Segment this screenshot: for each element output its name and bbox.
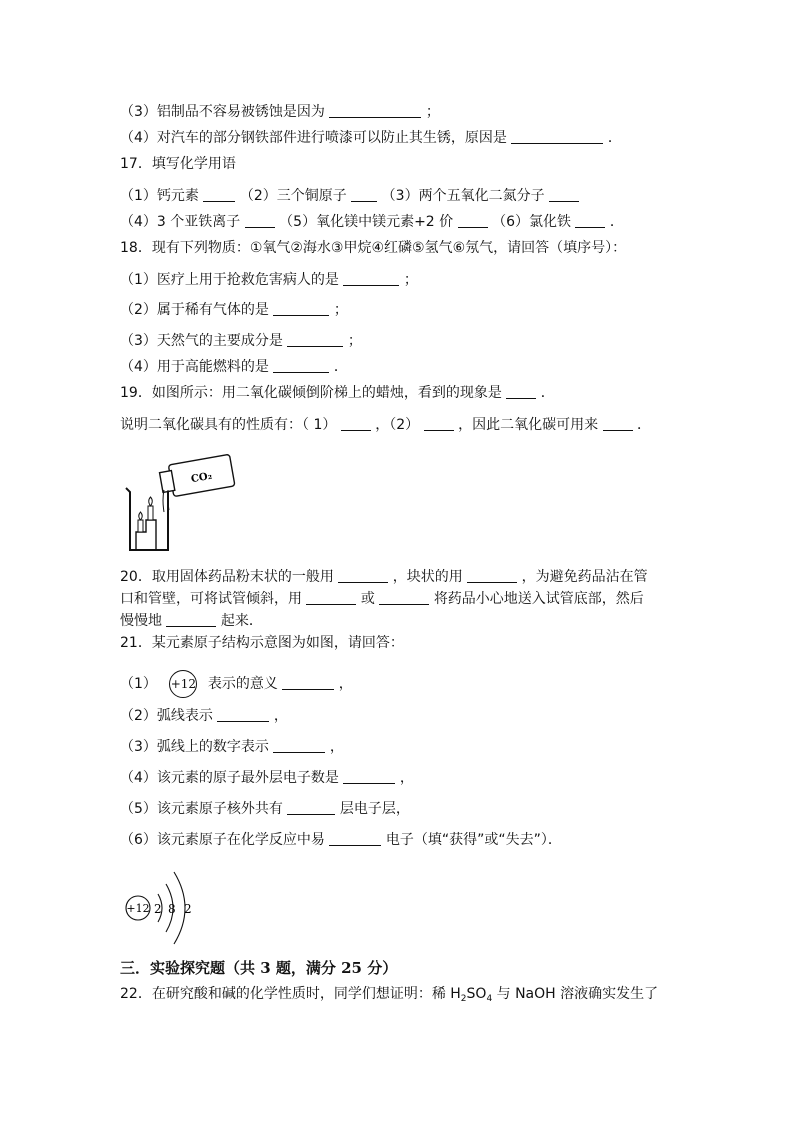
q22-sub-1: 2 bbox=[460, 994, 467, 1004]
q19-use-text: ，因此二氧化碳可用来 bbox=[458, 417, 599, 433]
q21-5-blank[interactable] bbox=[287, 800, 335, 815]
q16-3-punct: ； bbox=[425, 104, 440, 120]
q19-phenomenon-blank[interactable] bbox=[506, 384, 536, 399]
q17-3-blank[interactable] bbox=[549, 187, 579, 202]
q18-2-blank[interactable] bbox=[273, 301, 329, 316]
q17-3-text: （3）两个五氧化二氮分子 bbox=[381, 188, 545, 204]
q20-tilt-text: 口和管壁，可将试管倾斜，用 bbox=[120, 591, 302, 607]
q22-text-c: 与 NaOH 溶液确实发生了 bbox=[492, 986, 659, 1002]
q16-3-line bbox=[120, 102, 440, 122]
q18-4-text: （4）用于高能燃料的是 bbox=[120, 359, 269, 375]
q18-2-punct: ； bbox=[333, 302, 348, 318]
q17-line1 bbox=[120, 186, 579, 206]
q16-3-text: （3）铝制品不容易被锈蚀是因为 bbox=[120, 104, 325, 120]
q18-4-punct: ． bbox=[333, 359, 348, 375]
q22-text-b: SO bbox=[466, 986, 487, 1002]
shell-2-count: 8 bbox=[168, 902, 176, 916]
q19-title: 19．如图所示：用二氧化碳倾倒阶梯上的蜡烛，看到的现象是 bbox=[120, 385, 502, 401]
q20-avoid-text: ，为避免药品沾在管 bbox=[521, 569, 648, 585]
q18-3-text: （3）天然气的主要成分是 bbox=[120, 333, 283, 349]
q19-property2-text: ，（2） bbox=[375, 417, 420, 433]
q17-title: 17．填写化学用语 bbox=[120, 156, 236, 172]
co2-label: CO₂ bbox=[190, 470, 213, 486]
q17-4-text: （4）3 个亚铁离子 bbox=[120, 214, 241, 230]
q22-sub-2: 4 bbox=[486, 994, 493, 1004]
q18-4-line bbox=[120, 357, 348, 377]
q18-2-text: （2）属于稀有气体的是 bbox=[120, 302, 269, 318]
atom-structure-diagram bbox=[118, 862, 208, 952]
q21-1-num: （1） bbox=[120, 676, 157, 692]
q20-or-text: 或 bbox=[360, 591, 375, 607]
q21-3-punct: ， bbox=[329, 739, 344, 755]
q21-5-text: （5）该元素原子核外共有 bbox=[120, 801, 283, 817]
q21-4-punct: ， bbox=[399, 770, 414, 786]
q20-line1 bbox=[120, 567, 648, 587]
q17-6-text: （6）氯化铁 bbox=[492, 214, 571, 230]
q18-3-blank[interactable] bbox=[287, 332, 343, 347]
q16-4-blank[interactable] bbox=[511, 129, 603, 144]
q21-4-text: （4）该元素的原子最外层电子数是 bbox=[120, 770, 339, 786]
q19-property-text: 说明二氧化碳具有的性质有：（ 1） bbox=[120, 417, 337, 433]
q18-1-punct: ； bbox=[403, 272, 418, 288]
q20-block-blank[interactable] bbox=[467, 568, 517, 583]
q21-6-text: （6）该元素原子在化学反应中易 bbox=[120, 832, 325, 848]
co2-pouring-figure bbox=[118, 450, 238, 555]
q17-1-text: （1）钙元素 bbox=[120, 188, 199, 204]
q21-1-punct: ， bbox=[338, 676, 353, 692]
q21-2-blank[interactable] bbox=[217, 707, 269, 722]
q17-1-blank[interactable] bbox=[203, 187, 235, 202]
q17-2-text: （2）三个铜原子 bbox=[239, 188, 347, 204]
q20-send-text: 将药品小心地送入试管底部，然后 bbox=[433, 591, 644, 607]
q18-1-text: （1）医疗上用于抢救危害病人的是 bbox=[120, 272, 339, 288]
q18-1-blank[interactable] bbox=[343, 271, 399, 286]
q21-1-text: 表示的意义 bbox=[207, 676, 278, 692]
q22-line bbox=[120, 984, 658, 1009]
q21-5-tail: 层电子层， bbox=[339, 801, 410, 817]
q16-4-punct: ． bbox=[607, 130, 622, 146]
q17-4-blank[interactable] bbox=[245, 213, 275, 228]
q21-1-line bbox=[120, 670, 353, 698]
q18-2-line bbox=[120, 300, 348, 320]
q20-line3 bbox=[120, 611, 263, 631]
q20-line2 bbox=[120, 589, 644, 609]
q17-punct: ． bbox=[609, 214, 624, 230]
q20-slowly-text: 慢慢地 bbox=[120, 613, 162, 629]
q20-powder-text: 20．取用固体药品粉末状的一般用 bbox=[120, 569, 334, 585]
q18-1-line bbox=[120, 270, 418, 290]
q18-3-line bbox=[120, 331, 362, 351]
q21-title: 21．某元素原子结构示意图为如图，请回答： bbox=[120, 635, 404, 651]
q21-2-text: （2）弧线表示 bbox=[120, 708, 213, 724]
q19-punct: ． bbox=[540, 385, 555, 401]
flame-lower-icon bbox=[139, 512, 143, 520]
q21-6-blank[interactable] bbox=[329, 831, 381, 846]
q19-property1-blank[interactable] bbox=[341, 416, 371, 431]
q19-property2-blank[interactable] bbox=[424, 416, 454, 431]
candle-upper bbox=[148, 506, 153, 520]
q21-2-punct: ， bbox=[273, 708, 288, 724]
q20-powder-blank[interactable] bbox=[338, 568, 388, 583]
q17-5-text: （5）氧化镁中镁元素+2 价 bbox=[279, 214, 454, 230]
q21-3-text: （3）弧线上的数字表示 bbox=[120, 739, 269, 755]
q21-4-line bbox=[120, 768, 414, 788]
q18-3-punct: ； bbox=[347, 333, 362, 349]
atom-nucleus-label: +12 bbox=[126, 902, 150, 915]
q17-2-blank[interactable] bbox=[351, 187, 377, 202]
section-3-heading: 三．实验探究题（共 3 题，满分 25 分） bbox=[120, 959, 398, 977]
q19-use-blank[interactable] bbox=[603, 416, 633, 431]
q17-6-blank[interactable] bbox=[575, 213, 605, 228]
q18-4-blank[interactable] bbox=[273, 358, 329, 373]
q22-text-a: 22．在研究酸和碱的化学性质时，同学们想证明：稀 H bbox=[120, 986, 461, 1002]
q20-end-text: 起来． bbox=[220, 613, 263, 629]
q19-property-line bbox=[120, 415, 651, 435]
q21-2-line bbox=[120, 706, 288, 726]
q17-line2 bbox=[120, 212, 624, 232]
q21-4-blank[interactable] bbox=[343, 769, 395, 784]
shell-1-count: 2 bbox=[154, 902, 162, 916]
q20-tool2-blank[interactable] bbox=[379, 590, 429, 605]
q20-block-text: ，块状的用 bbox=[392, 569, 463, 585]
q21-3-blank[interactable] bbox=[273, 738, 325, 753]
q20-tool1-blank[interactable] bbox=[306, 590, 356, 605]
q18-title: 18．现有下列物质：①氧气②海水③甲烷④红磷⑤氢气⑥氖气，请回答（填序号）： bbox=[120, 240, 627, 256]
q16-3-blank[interactable] bbox=[329, 103, 421, 118]
beaker bbox=[126, 488, 168, 550]
q16-4-text: （4）对汽车的部分钢铁部件进行喷漆可以防止其生锈，原因是 bbox=[120, 130, 507, 146]
q21-6-line bbox=[120, 830, 562, 850]
q20-action-blank[interactable] bbox=[166, 612, 216, 627]
q19-use-punct: ． bbox=[637, 417, 651, 433]
gas-jar bbox=[158, 454, 234, 498]
candle-lower bbox=[138, 520, 143, 532]
q19-title-line bbox=[120, 383, 555, 403]
q16-4-line bbox=[120, 128, 622, 148]
nucleus-symbol: +12 bbox=[169, 670, 197, 698]
q21-3-line bbox=[120, 737, 344, 757]
q17-5-blank[interactable] bbox=[458, 213, 488, 228]
q21-5-line bbox=[120, 799, 410, 819]
q21-1-blank[interactable] bbox=[282, 675, 334, 690]
shell-3-count: 2 bbox=[184, 902, 192, 916]
q21-6-tail: 电子（填“获得”或“失去”）． bbox=[385, 832, 562, 848]
flame-upper-icon bbox=[149, 497, 153, 506]
